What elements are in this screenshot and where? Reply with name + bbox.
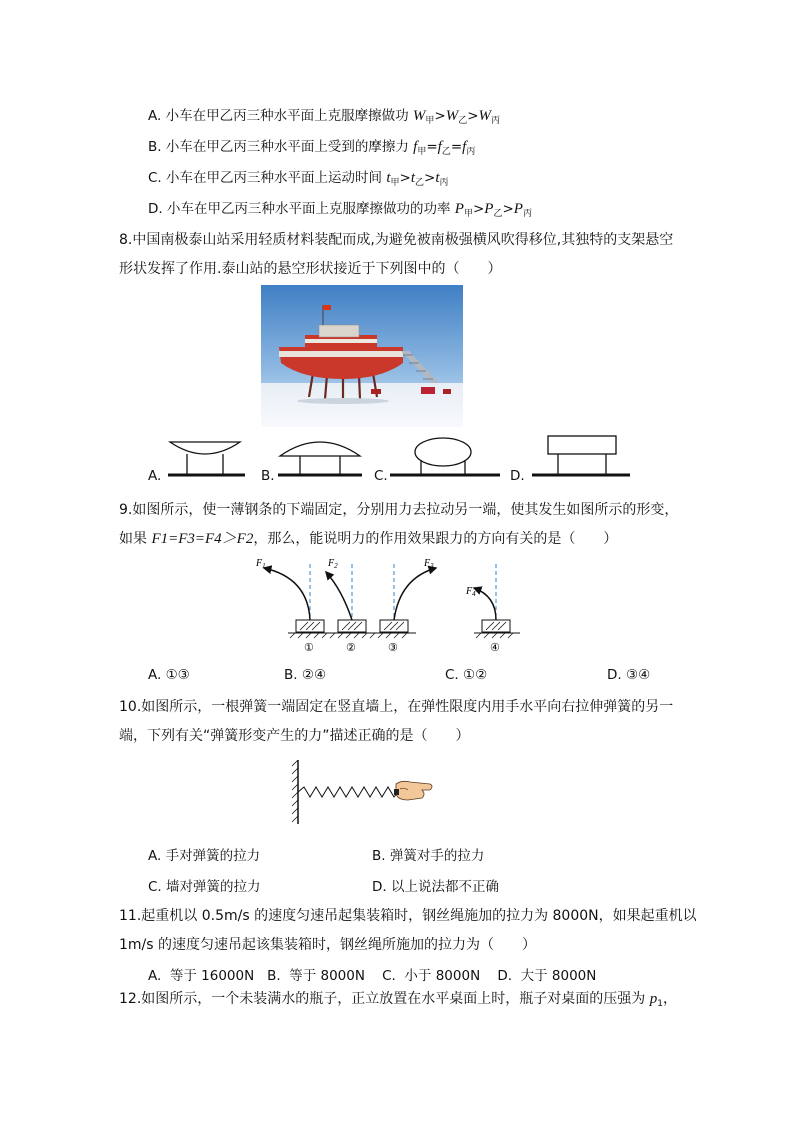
hand-icon [396, 781, 432, 800]
q10-option-d: D. 以上说法都不正确 [372, 879, 499, 895]
q8-option-a-label: A. [148, 468, 162, 484]
q8-option-c-label: C. [374, 468, 388, 484]
q9-option-a: A. ①③ [148, 667, 190, 683]
q8-stem-line1: 8.中国南极泰山站采用轻质材料装配而成,为避免被南极强横风吹得移位,其独特的支架悬空 [119, 232, 674, 248]
q9-condition: F1=F3=F4＞F2 [151, 531, 254, 547]
strip-num-1: ① [304, 642, 314, 654]
q9-option-b: B. ②④ [284, 667, 327, 683]
q9-option-d: D. ③④ [607, 667, 651, 683]
q10-option-c: C. 墙对弹簧的拉力 [148, 879, 261, 895]
strip-num-2: ② [346, 642, 356, 654]
shape-c-top [415, 438, 471, 466]
q10-spring-figure [290, 756, 440, 828]
shape-b-top [280, 442, 360, 456]
taishan-station-photo [261, 285, 463, 427]
q8-stem-line2: 形状发挥了作用.泰山站的悬空形状接近于下列图中的（ ） [119, 261, 502, 277]
q7-option-b: B. 小车在甲乙丙三种水平面上受到的摩擦力 $f_甲=f_乙=f_丙$ [148, 139, 476, 157]
q10-stem-line2: 端，下列有关“弹簧形变产生的力”描述正确的是（ ） [119, 728, 470, 744]
force-label-3: $F_3$ [424, 558, 434, 570]
force-label-4: $F_4$ [466, 586, 476, 598]
q11-options: A. 等于 16000N B. 等于 8000N C. 小于 8000N D. 大于 8000N [148, 968, 597, 984]
q7-option-d: D. 小车在甲乙丙三种水平面上克服摩擦做功的功率 $P_甲>P_乙>P_丙$ [148, 201, 532, 219]
q8-options-shapes [140, 432, 640, 484]
shape-a-top [170, 442, 240, 454]
q10-option-b: B. 弹簧对手的拉力 [372, 848, 485, 864]
q10-option-a: A. 手对弹簧的拉力 [148, 848, 261, 864]
q9-stem-line1: 9.如图所示，使一薄钢条的下端固定，分别用力去拉动另一端，使其发生如图所示的形变， [119, 502, 679, 518]
q8-option-d-label: D. [510, 468, 525, 484]
q11-stem-line1: 11.起重机以 0.5m/s 的速度匀速吊起集装箱时，钢丝绳施加的拉力为 8000N，如果起重机以 [119, 908, 697, 924]
q7-option-c: C. 小车在甲乙丙三种水平面上运动时间 $t_甲>t_乙>t_丙$ [148, 170, 449, 188]
q10-stem-line1: 10.如图所示，一根弹簧一端固定在竖直墙上，在弹性限度内用手水平向右拉伸弹簧的另一 [119, 699, 674, 715]
q11-stem-line2: 1m/s 的速度匀速吊起该集装箱时，钢丝绳所施加的拉力为（ ） [119, 937, 537, 953]
strip-num-4: ④ [490, 642, 500, 654]
q8-option-b-label: B. [261, 468, 275, 484]
q9-steel-strip-figure [240, 554, 530, 658]
q9-stem-line2: 如果 F1=F3=F4＞F2，那么，能说明力的作用效果跟力的方向有关的是（ ） [119, 531, 618, 547]
force-label-2: $F_2$ [328, 558, 338, 570]
shape-d-top [548, 436, 616, 454]
strip-num-3: ③ [388, 642, 398, 654]
q7-option-a: A. 小车在甲乙丙三种水平面上克服摩擦做功 $W_甲>W_乙>W_丙$ [148, 108, 501, 126]
q12-stem-line1: 12.如图所示，一个未装满水的瓶子，正立放置在水平桌面上时，瓶子对桌面的压强为 $p_1$， [119, 991, 677, 1009]
force-label-1: $F_1$ [256, 558, 266, 570]
q9-option-c: C. ①② [445, 667, 488, 683]
